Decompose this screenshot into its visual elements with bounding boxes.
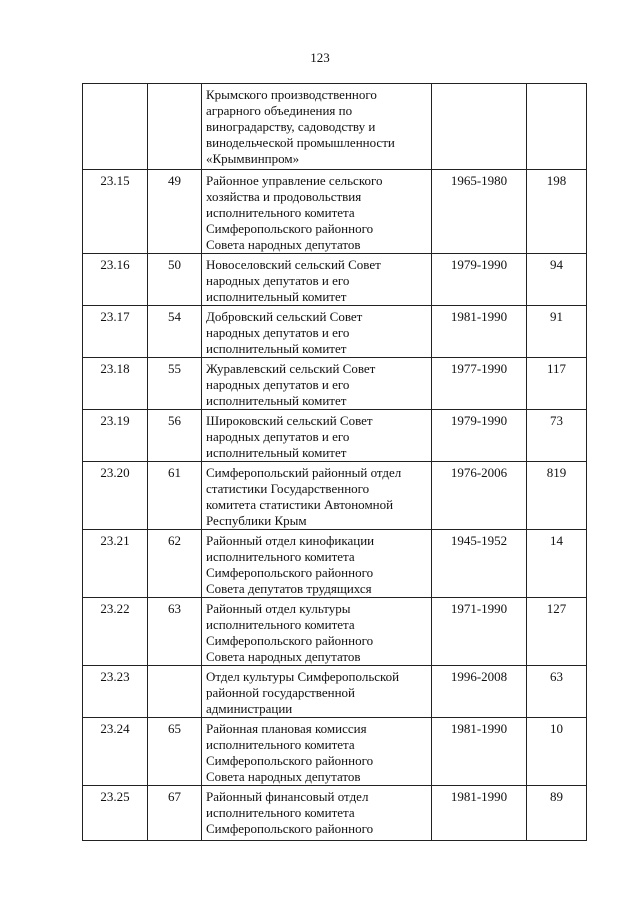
table-row xyxy=(83,598,587,666)
table-row xyxy=(83,786,587,841)
row-name-cell xyxy=(202,170,432,254)
row-name: Широковский сельский Совет народных депутатов и его исполнительный комитет xyxy=(206,413,373,460)
row-name: Районное управление сельского хозяйства и продовольствия исполнительного комитета Симферопольского районного Совета народных депутатов xyxy=(206,173,383,252)
table-row xyxy=(83,666,587,718)
table-row xyxy=(83,358,587,410)
row-code: 23.25 xyxy=(83,786,148,841)
row-name-cell xyxy=(202,666,432,718)
row-code: 23.19 xyxy=(83,410,148,462)
row-count: 94 xyxy=(527,254,587,306)
row-code: 23.18 xyxy=(83,358,148,410)
row-fund-number: 56 xyxy=(148,410,202,462)
row-name-cell xyxy=(202,254,432,306)
row-fund-number: 55 xyxy=(148,358,202,410)
row-name-cell xyxy=(202,598,432,666)
row-count: 91 xyxy=(527,306,587,358)
row-count: 63 xyxy=(527,666,587,718)
row-code: 23.17 xyxy=(83,306,148,358)
row-name: Добровский сельский Совет народных депутатов и его исполнительный комитет xyxy=(206,309,363,356)
row-fund-number xyxy=(148,666,202,718)
row-name: Журавлевский сельский Совет народных депутатов и его исполнительный комитет xyxy=(206,361,376,408)
row-fund-number: 62 xyxy=(148,530,202,598)
row-code: 23.21 xyxy=(83,530,148,598)
page-number: 123 xyxy=(310,50,330,65)
row-fund-number: 63 xyxy=(148,598,202,666)
row-code: 23.22 xyxy=(83,598,148,666)
table-row xyxy=(83,718,587,786)
row-code: 23.24 xyxy=(83,718,148,786)
row-name: Районный финансовый отдел исполнительного комитета Симферопольского районного xyxy=(206,789,374,836)
row-count: 14 xyxy=(527,530,587,598)
row-name: Симферопольский районный отдел статистики Государственного комитета статистики Автономной Республики Крым xyxy=(206,465,402,528)
row-years: 1976-2006 xyxy=(432,462,527,530)
row-name-cell xyxy=(202,462,432,530)
row-code: 23.16 xyxy=(83,254,148,306)
table-row xyxy=(83,84,587,170)
row-years: 1981-1990 xyxy=(432,786,527,841)
row-count: 73 xyxy=(527,410,587,462)
row-name-cell xyxy=(202,84,432,170)
row-fund-number: 49 xyxy=(148,170,202,254)
row-name: Районный отдел кинофикации исполнительного комитета Симферопольского районного Совета депутатов трудящихся xyxy=(206,533,375,596)
table-row xyxy=(83,306,587,358)
table-row xyxy=(83,254,587,306)
row-count: 127 xyxy=(527,598,587,666)
row-years: 1979-1990 xyxy=(432,254,527,306)
registry-body xyxy=(83,84,587,841)
row-name: Новоселовский сельский Совет народных депутатов и его исполнительный комитет xyxy=(206,257,381,304)
row-code: 23.20 xyxy=(83,462,148,530)
row-fund-number: 54 xyxy=(148,306,202,358)
row-count: 10 xyxy=(527,718,587,786)
row-years: 1981-1990 xyxy=(432,306,527,358)
row-name-cell xyxy=(202,530,432,598)
row-name: Крымского производственного аграрного объединения по виноградарству, садоводству и винодельческой промышленности «Крымвинпром» xyxy=(206,87,395,166)
row-name: Отдел культуры Симферопольской районной государственной администрации xyxy=(206,669,400,716)
row-years xyxy=(432,84,527,170)
row-name: Районный отдел культуры исполнительного комитета Симферопольского районного Совета народных депутатов xyxy=(206,601,374,664)
row-years: 1945-1952 xyxy=(432,530,527,598)
row-fund-number xyxy=(148,84,202,170)
row-fund-number: 61 xyxy=(148,462,202,530)
row-name-cell xyxy=(202,786,432,841)
row-count: 198 xyxy=(527,170,587,254)
row-name-cell xyxy=(202,410,432,462)
row-years: 1977-1990 xyxy=(432,358,527,410)
row-fund-number: 50 xyxy=(148,254,202,306)
row-code: 23.23 xyxy=(83,666,148,718)
row-count: 117 xyxy=(527,358,587,410)
table-row xyxy=(83,410,587,462)
table-row xyxy=(83,462,587,530)
row-fund-number: 65 xyxy=(148,718,202,786)
row-count xyxy=(527,84,587,170)
row-name-cell xyxy=(202,358,432,410)
row-count: 89 xyxy=(527,786,587,841)
row-name: Районная плановая комиссия исполнительного комитета Симферопольского районного Совета народных депутатов xyxy=(206,721,374,784)
row-years: 1965-1980 xyxy=(432,170,527,254)
row-years: 1971-1990 xyxy=(432,598,527,666)
table-row xyxy=(83,530,587,598)
row-count: 819 xyxy=(527,462,587,530)
row-code: 23.15 xyxy=(83,170,148,254)
row-years: 1981-1990 xyxy=(432,718,527,786)
row-name-cell xyxy=(202,718,432,786)
row-name-cell xyxy=(202,306,432,358)
row-years: 1979-1990 xyxy=(432,410,527,462)
row-years: 1996-2008 xyxy=(432,666,527,718)
row-code xyxy=(83,84,148,170)
row-fund-number: 67 xyxy=(148,786,202,841)
table-row xyxy=(83,170,587,254)
archive-registry-table xyxy=(82,83,587,841)
